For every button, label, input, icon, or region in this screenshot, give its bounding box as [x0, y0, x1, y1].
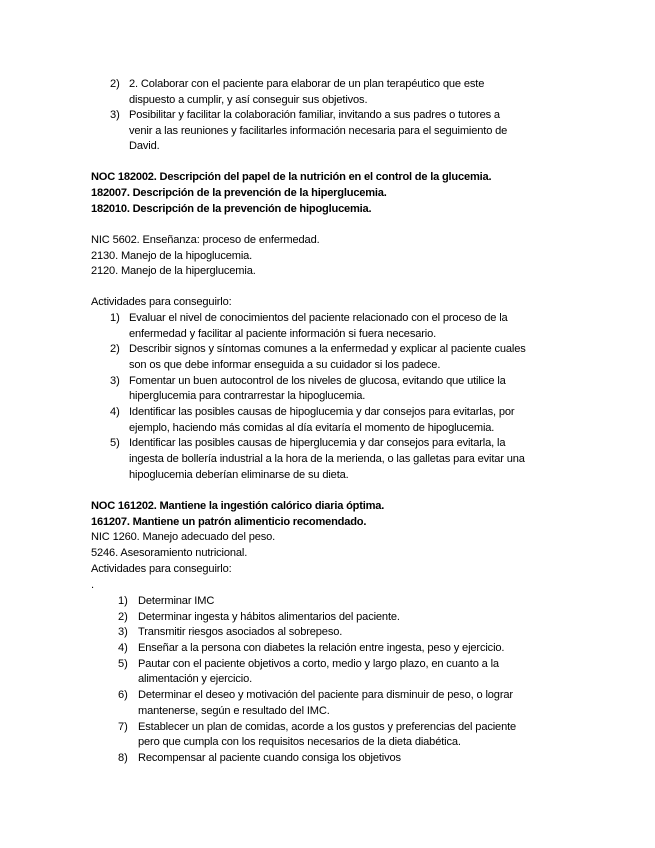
- list-number: 1): [118, 595, 128, 607]
- list-item-text: alimentación y ejercicio.: [138, 673, 253, 685]
- list-number: 2): [110, 78, 120, 90]
- list-item-text: David.: [129, 140, 160, 152]
- list-item-text: Determinar ingesta y hábitos alimentarios del paciente.: [138, 611, 400, 623]
- list-item-text: Recompensar al paciente cuando consiga los objetivos: [138, 752, 401, 764]
- noc-heading: 161207. Mantiene un patrón alimenticio recomendado.: [91, 516, 367, 528]
- list-item-text: Evaluar el nivel de conocimientos del paciente relacionado con el proceso de la: [129, 312, 508, 324]
- list-item-text: Determinar IMC: [138, 595, 215, 607]
- list-number: 2): [110, 343, 120, 355]
- list-item-text: dispuesto a cumplir, y así conseguir sus objetivos.: [129, 94, 368, 106]
- list-item-text: Fomentar un buen autocontrol de los niveles de glucosa, evitando que utilice la: [129, 375, 506, 387]
- list-item-text: Establecer un plan de comidas, acorde a los gustos y preferencias del paciente: [138, 721, 517, 733]
- list-item-text: ingesta de bollería industrial a la hora de la merienda, o las galletas para evitar una: [129, 453, 525, 465]
- list-number: 4): [118, 642, 128, 654]
- list-item-text: 2. Colaborar con el paciente para elaborar de un plan terapéutico que este: [129, 78, 485, 90]
- noc-heading: 182007. Descripción de la prevención de la hiperglucemia.: [91, 187, 387, 199]
- noc-heading: NOC 161202. Mantiene la ingestión calórico diaria óptima.: [91, 500, 385, 512]
- list-item-text: Identificar las posibles causas de hipoglucemia y dar consejos para evitarlas, por: [129, 406, 515, 418]
- list-number: 1): [110, 312, 120, 324]
- nic-line: 2130. Manejo de la hipoglucemia.: [91, 250, 253, 262]
- list-item-text: Transmitir riesgos asociados al sobrepeso.: [138, 626, 343, 638]
- noc-heading: NOC 182002. Descripción del papel de la nutrición en el control de la glucemia.: [91, 171, 492, 183]
- nic-line: 5246. Asesoramiento nutricional.: [91, 547, 248, 559]
- nic-line: NIC 5602. Enseñanza: proceso de enfermedad.: [91, 234, 320, 246]
- list-item-text: hiperglucemia para contrarrestar la hipoglucemia.: [129, 390, 366, 402]
- list-item-text: ejemplo, haciendo más comidas al día evitaría el momento de hipoglucemia.: [129, 422, 495, 434]
- list-item-text: Determinar el deseo y motivación del paciente para disminuir de peso, o lograr: [138, 689, 513, 701]
- list-item-text: Posibilitar y facilitar la colaboración familiar, invitando a sus padres o tutores a: [129, 109, 500, 121]
- list-item-text: enfermedad y facilitar al paciente información si fuera necesario.: [129, 328, 437, 340]
- list-item-text: hipoglucemia deberían eliminarse de su dieta.: [129, 469, 349, 481]
- list-number: 3): [110, 109, 120, 121]
- stray-dot: .: [91, 579, 94, 591]
- activities-label: Actividades para conseguirlo:: [91, 563, 232, 575]
- list-number: 6): [118, 689, 128, 701]
- list-item-text: Pautar con el paciente objetivos a corto, medio y largo plazo, en cuanto a la: [138, 658, 499, 670]
- activities-label: Actividades para conseguirlo:: [91, 296, 232, 308]
- noc-heading: 182010. Descripción de la prevención de hipoglucemia.: [91, 203, 372, 215]
- nic-line: 2120. Manejo de la hiperglucemia.: [91, 265, 256, 277]
- list-number: 2): [118, 611, 128, 623]
- list-number: 4): [110, 406, 120, 418]
- list-item-text: mantenerse, según e resultado del IMC.: [138, 705, 330, 717]
- list-number: 3): [118, 626, 128, 638]
- list-item-text: Identificar las posibles causas de hiperglucemia y dar consejos para evitarla, la: [129, 437, 506, 449]
- list-item-text: pero que cumpla con los requisitos necesarios de la dieta diabética.: [138, 736, 461, 748]
- list-number: 7): [118, 721, 128, 733]
- list-item-text: son os que debe informar enseguida a su cuidador si los padece.: [129, 359, 441, 371]
- nic-line: NIC 1260. Manejo adecuado del peso.: [91, 531, 276, 543]
- list-item-text: venir a las reuniones y facilitarles información necesaria para el seguimiento de: [129, 125, 508, 137]
- list-item-text: Enseñar a la persona con diabetes la relación entre ingesta, peso y ejercicio.: [138, 642, 505, 654]
- list-number: 5): [118, 658, 128, 670]
- list-number: 3): [110, 375, 120, 387]
- list-number: 5): [110, 437, 120, 449]
- list-number: 8): [118, 752, 128, 764]
- list-item-text: Describir signos y síntomas comunes a la enfermedad y explicar al paciente cuales: [129, 343, 526, 355]
